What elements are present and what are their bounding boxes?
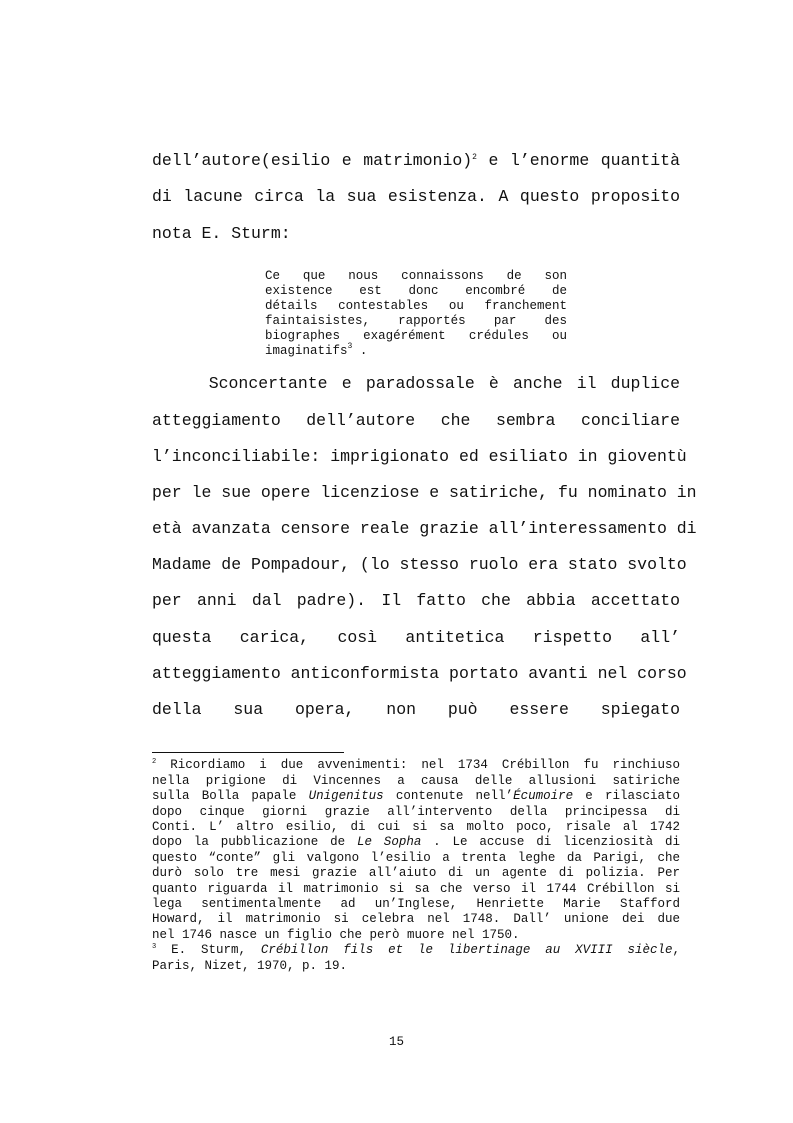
- footnote-text: e rilasciato: [573, 789, 680, 803]
- quote-line: détails contestables ou franchement: [265, 299, 567, 313]
- footnote-text: sulla Bolla papale: [152, 789, 309, 803]
- footnote-2-line: [152, 835, 680, 850]
- footnote-3-line: Paris, Nizet, 1970, p. 19.: [152, 959, 348, 973]
- footnote-italic: Unigenitus: [308, 789, 384, 803]
- body-line: questa carica, così antitetica rispetto all’: [152, 628, 680, 647]
- footnote-2-line: [152, 758, 680, 773]
- body-line-3: nota E. Sturm:: [152, 224, 291, 243]
- footnote-ref-2[interactable]: 2: [472, 153, 477, 162]
- page-number: 15: [388, 1035, 404, 1049]
- footnote-2-line: Howard, il matrimonio si celebra nel 1748. Dall’ unione dei due: [152, 912, 680, 926]
- quote-line: existence est donc encombré de: [265, 284, 567, 298]
- body-line: Sconcertante e paradossale è anche il duplice: [152, 374, 680, 393]
- body-line: della sua opera, non può essere spiegato: [152, 700, 680, 719]
- quote-text: imaginatifs: [265, 344, 348, 358]
- footnote-text: E. Sturm,: [156, 943, 261, 957]
- body-line: per anni dal padre). Il fatto che abbia accettato: [152, 591, 680, 610]
- body-line: età avanzata censore reale grazie all’interessamento di: [152, 519, 697, 538]
- footnote-text: contenute nell’: [383, 789, 514, 803]
- footnote-2-line: lega sentimentalmente ad un’Inglese, Henriette Marie Stafford: [152, 897, 680, 911]
- footnote-ref-3[interactable]: 3: [347, 342, 353, 351]
- body-line: Madame de Pompadour, (lo stesso ruolo era stato svolto: [152, 555, 687, 574]
- footnote-text: . Le accuse di licenziosità di: [421, 835, 680, 849]
- quote-line: Ce que nous connaissons de son: [265, 269, 567, 283]
- footnote-text: dopo la pubblicazione de: [152, 835, 357, 849]
- body-line: atteggiamento anticonformista portato avanti nel corso: [152, 664, 687, 683]
- footnote-text: Ricordiamo i due avvenimenti: nel 1734 Crébillon fu rinchiuso: [156, 758, 680, 772]
- quote-line: biographes exagérément crédules ou: [265, 329, 567, 343]
- footnote-italic: Crébillon fils et le libertinage au XVIII siècle: [260, 943, 673, 957]
- body-line-2: di lacune circa la sua esistenza. A questo proposito: [152, 187, 680, 206]
- quote-line: [265, 344, 567, 359]
- footnote-text: ,: [672, 943, 680, 957]
- body-line: atteggiamento dell’autore che sembra conciliare: [152, 411, 680, 430]
- body-line-1: [152, 151, 680, 171]
- footnote-3-line: [152, 943, 680, 958]
- footnote-2-line: quanto riguarda il matrimonio si sa che verso il 1744 Crébillon si: [152, 882, 680, 896]
- footnote-2-line: nel 1746 nasce un figlio che però muore nel 1750.: [152, 928, 520, 942]
- footnote-marker-3: 3: [152, 943, 157, 951]
- footnote-2-line: [152, 789, 680, 804]
- footnote-2-line: dopo cinque giorni grazie all’intervento della principessa di: [152, 805, 680, 819]
- quote-text: .: [352, 344, 368, 358]
- footnote-2-line: Conti. L’ altro esilio, di cui si sa molto poco, risale al 1742: [152, 820, 680, 834]
- footnote-italic: Écumoire: [513, 789, 574, 803]
- footnote-italic: Le Sopha: [356, 835, 422, 849]
- body-text: e l’enorme quantità: [476, 151, 680, 170]
- body-line: per le sue opere licenziose e satiriche, fu nominato in: [152, 483, 697, 502]
- body-text: dell’autore(esilio e matrimonio): [152, 151, 473, 170]
- footnote-2-line: nella prigione di Vincennes a causa delle allusioni satiriche: [152, 774, 680, 788]
- footnote-marker-2: 2: [152, 758, 157, 766]
- footnote-2-line: durò solo tre mesi grazie all’aiuto di un agente di polizia. Per: [152, 866, 680, 880]
- footnote-divider: [152, 752, 344, 753]
- quote-line: faintaisistes, rapportés par des: [265, 314, 567, 328]
- footnote-2-line: questo “conte” gli valgono l’esilio a trenta leghe da Parigi, che: [152, 851, 680, 865]
- body-line: l’inconciliabile: imprigionato ed esiliato in gioventù: [152, 447, 687, 466]
